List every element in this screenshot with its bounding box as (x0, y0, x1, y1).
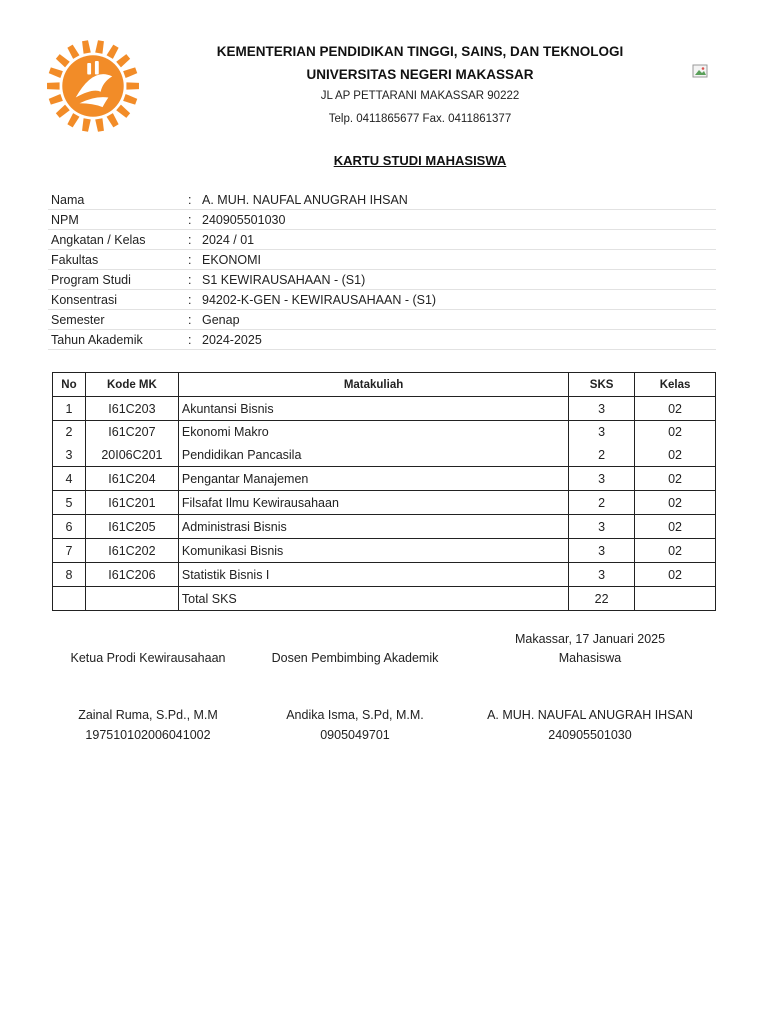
info-label: Konsentrasi (51, 292, 118, 307)
info-label: Program Studi (51, 272, 131, 287)
logo-ray (95, 40, 104, 54)
cell-matakuliah: Pengantar Manajemen (178, 467, 568, 491)
logo-ray (107, 45, 119, 59)
id-dosen-pa: 0905049701 (320, 728, 390, 742)
info-row-semester (48, 310, 716, 330)
cell-matakuliah: Pendidikan Pancasila (178, 444, 568, 467)
header-kelas: Kelas (635, 373, 716, 397)
info-colon: : (188, 292, 192, 307)
cell-kelas: 02 (635, 444, 716, 467)
name-mahasiswa: A. MUH. NAUFAL ANUGRAH IHSAN (487, 708, 693, 722)
info-value: Genap (202, 312, 240, 327)
logo-ray (126, 82, 139, 89)
logo-ray (107, 113, 119, 127)
info-row-nama (48, 190, 716, 210)
cell-kode: I61C201 (85, 491, 178, 515)
cell-kode: I61C204 (85, 467, 178, 491)
cell-matakuliah: Akuntansi Bisnis (178, 397, 568, 421)
university-phone: Telp. 0411865677 Fax. 0411861377 (328, 113, 512, 125)
logo-ray (95, 118, 104, 132)
info-colon: : (188, 312, 192, 327)
cell-no: 1 (53, 397, 86, 421)
info-row-prodi (48, 270, 716, 290)
cell-no: 2 (53, 421, 86, 444)
header-no: No (53, 373, 86, 397)
info-colon: : (188, 332, 192, 347)
info-value: S1 KEWIRAUSAHAAN - (S1) (202, 272, 366, 287)
info-value: EKONOMI (202, 252, 262, 267)
header-kode: Kode MK (85, 373, 178, 397)
cell-empty (53, 587, 86, 611)
cell-kelas: 02 (635, 421, 716, 444)
table-row (53, 563, 716, 587)
logo-ray (116, 105, 130, 118)
name-dosen-pa: Andika Isma, S.Pd, M.M. (286, 708, 424, 722)
cell-matakuliah: Filsafat Ilmu Kewirausahaan (178, 491, 568, 515)
student-info (48, 190, 716, 350)
table-row (53, 444, 716, 467)
cell-matakuliah: Ekonomi Makro (178, 421, 568, 444)
cell-kode: I61C202 (85, 539, 178, 563)
broken-image-icon (692, 64, 710, 80)
cell-no: 3 (53, 444, 86, 467)
info-label: Tahun Akademik (51, 332, 143, 347)
info-label: NPM (51, 212, 79, 227)
cell-sks: 3 (569, 421, 635, 444)
header-sks: SKS (569, 373, 635, 397)
info-value: 240905501030 (202, 212, 286, 227)
cell-empty (635, 587, 716, 611)
info-label: Fakultas (51, 252, 99, 267)
logo-ray (123, 67, 137, 78)
role-ketua-prodi: Ketua Prodi Kewirausahaan (70, 651, 226, 665)
cell-kelas: 02 (635, 539, 716, 563)
cell-kode: I61C207 (85, 421, 178, 444)
total-label: Total SKS (178, 587, 568, 611)
info-value: 2024-2025 (202, 332, 262, 347)
table-total-row (53, 587, 716, 611)
cell-kode: I61C206 (85, 563, 178, 587)
table-row (53, 539, 716, 563)
cell-no: 8 (53, 563, 86, 587)
course-table (52, 372, 716, 611)
cell-kelas: 02 (635, 563, 716, 587)
logo-ray (123, 94, 137, 105)
place-date: Makassar, 17 Januari 2025 (514, 632, 666, 646)
role-mahasiswa: Mahasiswa (558, 651, 622, 665)
cell-kode: I61C205 (85, 515, 178, 539)
cell-kode: 20I06C201 (85, 444, 178, 467)
cell-empty (85, 587, 178, 611)
cell-kelas: 02 (635, 491, 716, 515)
info-row-angkatan (48, 230, 716, 250)
cell-sks: 2 (569, 491, 635, 515)
header-matakuliah: Matakuliah (178, 373, 568, 397)
table-row (53, 421, 716, 444)
cell-sks: 3 (569, 539, 635, 563)
info-label: Semester (51, 312, 105, 327)
cell-no: 6 (53, 515, 86, 539)
unm-logo-icon (44, 38, 142, 134)
info-label: Angkatan / Kelas (51, 232, 146, 247)
info-row-tahun (48, 330, 716, 350)
name-ketua-prodi: Zainal Ruma, S.Pd., M.M (78, 708, 218, 722)
cell-sks: 3 (569, 515, 635, 539)
table-row (53, 467, 716, 491)
cell-no: 4 (53, 467, 86, 491)
info-value: A. MUH. NAUFAL ANUGRAH IHSAN (202, 192, 408, 207)
info-colon: : (188, 192, 192, 207)
info-row-fakultas (48, 250, 716, 270)
cell-sks: 3 (569, 563, 635, 587)
logo-ray (82, 40, 91, 54)
cell-kelas: 02 (635, 397, 716, 421)
document-title: KARTU STUDI MAHASISWA (333, 153, 507, 168)
table-row (53, 397, 716, 421)
id-mahasiswa: 240905501030 (548, 728, 632, 742)
cell-kelas: 02 (635, 515, 716, 539)
cell-no: 5 (53, 491, 86, 515)
cell-matakuliah: Komunikasi Bisnis (178, 539, 568, 563)
university-address: JL AP PETTARANI MAKASSAR 90222 (320, 90, 520, 102)
logo-ray (49, 94, 63, 105)
cell-no: 7 (53, 539, 86, 563)
info-row-konsentrasi (48, 290, 716, 310)
logo-ray (67, 45, 79, 59)
info-row-npm (48, 210, 716, 230)
id-ketua-prodi: 197510102006041002 (85, 728, 211, 742)
logo-ray (116, 54, 130, 67)
cell-matakuliah: Administrasi Bisnis (178, 515, 568, 539)
logo-ray (49, 67, 63, 78)
logo-ray (82, 118, 91, 132)
table-row (53, 515, 716, 539)
university-name: UNIVERSITAS NEGERI MAKASSAR (306, 67, 534, 82)
logo-ray (67, 113, 79, 127)
info-colon: : (188, 232, 192, 247)
cell-sks: 3 (569, 467, 635, 491)
logo-ray (56, 105, 70, 118)
info-label: Nama (51, 192, 85, 207)
logo-ray (56, 54, 70, 67)
info-colon: : (188, 212, 192, 227)
role-dosen-pa: Dosen Pembimbing Akademik (271, 651, 439, 665)
table-row (53, 491, 716, 515)
info-value: 2024 / 01 (202, 232, 255, 247)
info-colon: : (188, 272, 192, 287)
cell-kelas: 02 (635, 467, 716, 491)
cell-matakuliah: Statistik Bisnis I (178, 563, 568, 587)
cell-kode: I61C203 (85, 397, 178, 421)
info-colon: : (188, 252, 192, 267)
cell-sks: 3 (569, 397, 635, 421)
ministry-name: KEMENTERIAN PENDIDIKAN TINGGI, SAINS, DAN TEKNOLOGI (216, 44, 624, 59)
table-header-row (53, 373, 716, 397)
cell-sks: 2 (569, 444, 635, 467)
info-value: 94202-K-GEN - KEWIRAUSAHAAN - (S1) (202, 292, 437, 307)
logo-ray (47, 82, 60, 89)
total-sks: 22 (569, 587, 635, 611)
